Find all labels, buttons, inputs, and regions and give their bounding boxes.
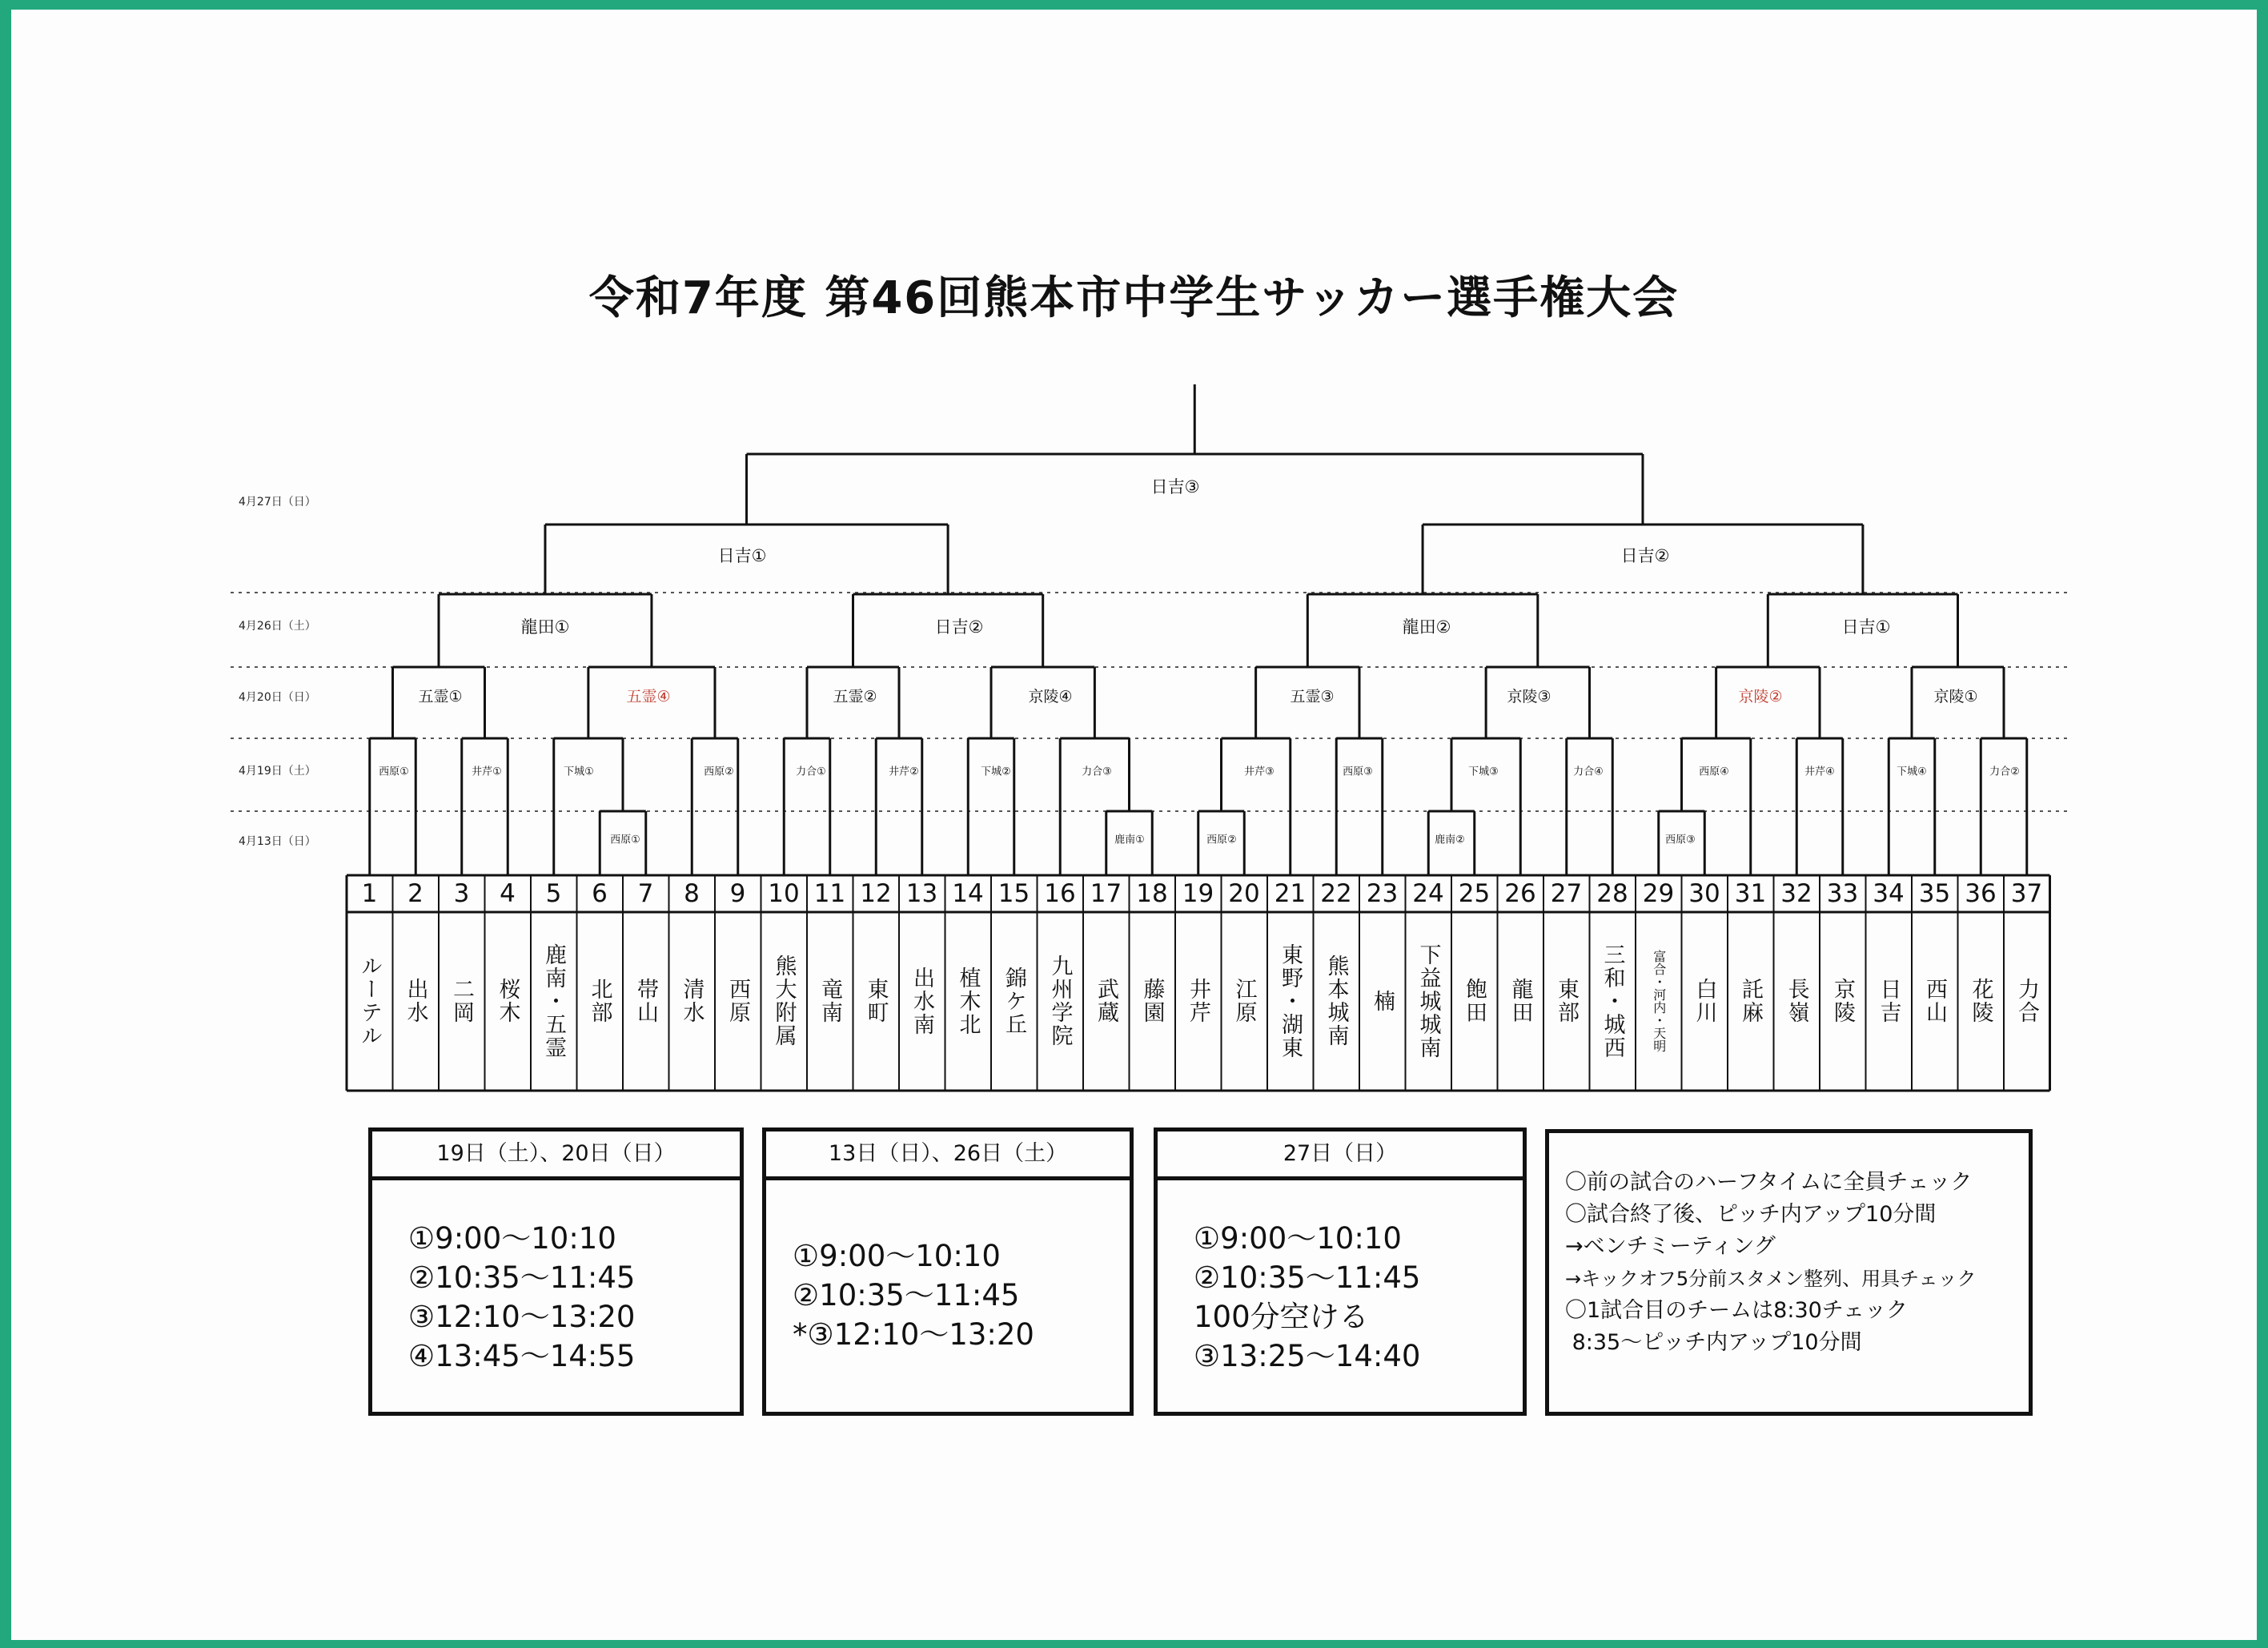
team-number: 4: [500, 879, 516, 908]
date-label-round-19: 4月19日（土）: [239, 765, 316, 778]
team-number: 29: [1642, 879, 1675, 908]
team-name: 力合: [2014, 978, 2040, 1024]
team-number: 21: [1274, 879, 1307, 908]
schedule-header: [368, 1127, 744, 1180]
team-number: 22: [1320, 879, 1352, 908]
team-name: 日吉: [1876, 978, 1901, 1024]
team-number: 25: [1458, 879, 1491, 908]
match-label-round-19: 下城①: [564, 766, 594, 778]
team-name: 竜南: [817, 978, 843, 1024]
team-number: 36: [1965, 879, 1997, 908]
team-name: 錦ケ丘: [1002, 966, 1027, 1036]
match-label-round-13: 鹿南②: [1435, 834, 1465, 846]
team-number: 28: [1596, 879, 1628, 908]
match-label-quarterfinal: 龍田②: [1402, 617, 1451, 637]
match-label-round-13: 西原③: [1665, 834, 1696, 846]
match-label-round-19: 力合②: [1989, 766, 2020, 778]
team-number: 13: [905, 879, 938, 908]
team-number: 8: [684, 879, 700, 908]
match-label-quarterfinal: 日吉②: [934, 617, 984, 637]
notes-box: [1545, 1129, 2033, 1416]
team-number: 26: [1504, 879, 1536, 908]
note-line: →ベンチミーティング: [1565, 1234, 1776, 1259]
team-number: 33: [1826, 879, 1859, 908]
match-label-quarterfinal: 日吉①: [1841, 617, 1891, 637]
note-line: 〇試合終了後、ピッチ内アップ10分間: [1565, 1202, 1937, 1227]
team-name: 花陵: [1968, 978, 1993, 1024]
schedule-line: ②10:35〜11:45: [408, 1260, 636, 1295]
schedule-line: ③12:10〜13:20: [408, 1300, 636, 1334]
page-title: 令和7年度 第46回熊本市中学生サッカー選手権大会: [588, 272, 1680, 324]
match-label-round-19: 井芹②: [889, 766, 919, 778]
team-number: 30: [1688, 879, 1720, 908]
match-label-round-19: 力合①: [796, 766, 826, 778]
match-label-round-20: 五霊②: [833, 688, 877, 705]
match-label-round-19: 西原①: [379, 766, 409, 778]
team-name: 帯山: [633, 978, 659, 1024]
schedule-box: [368, 1176, 744, 1416]
match-label-semifinal: 日吉②: [1620, 546, 1670, 565]
team-name: 長嶺: [1784, 978, 1809, 1024]
team-number: 11: [813, 879, 846, 908]
team-number: 16: [1044, 879, 1076, 908]
schedule-line: ②10:35〜11:45: [1194, 1260, 1421, 1295]
match-label-round-19: 井芹④: [1804, 766, 1835, 778]
match-label-quarterfinal: 龍田①: [520, 617, 570, 637]
match-label-round-19: 下城④: [1897, 766, 1927, 778]
match-label-round-19: 井芹①: [472, 766, 502, 778]
team-name: 熊大附属: [771, 955, 797, 1047]
team-name: 桜木: [495, 978, 520, 1024]
team-number: 6: [592, 879, 608, 908]
team-name: 白川: [1692, 978, 1717, 1024]
team-name: 植木北: [955, 966, 981, 1036]
team-name: 西山: [1922, 978, 1948, 1024]
schedule-line: ③13:25〜14:40: [1194, 1339, 1421, 1373]
schedule-line: ①9:00〜10:10: [408, 1221, 616, 1256]
date-label-round-20: 4月20日（日）: [239, 691, 316, 704]
match-label-round-19: 井芹③: [1244, 766, 1274, 778]
team-name: 清水: [679, 978, 704, 1024]
team-name: 三和・城西: [1600, 943, 1625, 1059]
match-label-round-20: 五霊①: [418, 688, 463, 705]
team-number: 3: [453, 879, 470, 908]
team-number: 20: [1228, 879, 1260, 908]
team-name: 武蔵: [1094, 978, 1119, 1024]
team-name: 下益城城南: [1415, 943, 1441, 1059]
team-number: 10: [768, 879, 800, 908]
team-number: 1: [361, 879, 378, 908]
schedule-header: [1154, 1127, 1527, 1180]
schedule-header: [762, 1127, 1134, 1180]
team-number: 14: [952, 879, 984, 908]
schedule-line: ④13:45〜14:55: [408, 1339, 636, 1373]
schedule-line: ①9:00〜10:10: [1194, 1221, 1402, 1256]
team-name: 藤園: [1139, 978, 1165, 1024]
match-label-round-20: 京陵①: [1933, 688, 1978, 705]
team-name: 西原: [725, 978, 751, 1024]
team-name: 京陵: [1830, 978, 1856, 1024]
schedule-header-text: 13日（日）、26日（土）: [828, 1141, 1068, 1166]
note-line: 8:35〜ピッチ内アップ10分間: [1565, 1330, 1862, 1355]
team-number: 24: [1412, 879, 1444, 908]
team-number: 35: [1918, 879, 1951, 908]
team-number: 19: [1182, 879, 1214, 908]
team-name: 東町: [863, 978, 889, 1024]
match-label-round-19: 力合④: [1573, 766, 1604, 778]
match-label-round-19: 西原②: [704, 766, 734, 778]
match-label-round-19: 力合③: [1082, 766, 1112, 778]
date-label-round-13: 4月13日（日）: [239, 835, 316, 848]
date-label-final: 4月27日（日）: [239, 496, 316, 508]
team-number: 7: [637, 879, 654, 908]
team-number: 37: [2010, 879, 2043, 908]
team-name: ルーテル: [357, 955, 383, 1047]
team-number: 17: [1090, 879, 1122, 908]
team-number: 15: [998, 879, 1030, 908]
match-label-round-13: 西原②: [1206, 834, 1237, 846]
team-number: 27: [1550, 879, 1583, 908]
team-name: 二岡: [449, 978, 475, 1024]
match-label-round-19: 下城③: [1468, 766, 1499, 778]
team-name: 楠: [1370, 989, 1395, 1013]
team-name: 九州学院: [1047, 955, 1073, 1047]
team-number: 12: [860, 879, 892, 908]
team-name: 熊本城南: [1323, 955, 1349, 1047]
team-name: 東野・湖東: [1278, 943, 1303, 1059]
schedule-header-text: 27日（日）: [1283, 1141, 1398, 1166]
schedule-line: 100分空ける: [1194, 1300, 1369, 1334]
team-name: 託麻: [1738, 978, 1764, 1024]
team-name: 出水南: [909, 966, 935, 1036]
match-label-round-19: 西原③: [1343, 766, 1373, 778]
team-name: 江原: [1231, 978, 1257, 1024]
team-number: 31: [1734, 879, 1767, 908]
match-label-round-13: 鹿南①: [1114, 834, 1145, 846]
note-line: 〇前の試合のハーフタイムに全員チェック: [1565, 1170, 1973, 1195]
schedule-line: *③12:10〜13:20: [793, 1317, 1034, 1352]
schedule-box: [1154, 1176, 1527, 1416]
team-number: 9: [729, 879, 746, 908]
team-name: 井芹: [1186, 978, 1211, 1024]
team-name: 出水: [403, 978, 428, 1024]
schedule-line: ②10:35〜11:45: [793, 1278, 1020, 1312]
match-label-round-20: 京陵④: [1028, 688, 1073, 705]
match-label-round-19: 下城②: [981, 766, 1011, 778]
team-number: 5: [545, 879, 562, 908]
note-line: →キックオフ5分前スタメン整列、用具チェック: [1565, 1268, 1977, 1290]
match-label-round-20: 五霊③: [1290, 688, 1335, 705]
match-label-round-13: 西原①: [610, 834, 640, 846]
team-number: 18: [1136, 879, 1168, 908]
note-line: 〇1試合目のチームは8:30チェック: [1565, 1298, 1908, 1323]
schedule-header-text: 19日（土）、20日（日）: [436, 1141, 676, 1166]
match-label-round-20: 京陵②: [1738, 688, 1783, 705]
team-name: 富合・河内・天明: [1651, 950, 1667, 1052]
match-label-final: 日吉③: [1150, 477, 1200, 496]
date-label-quarterfinal: 4月26日（土）: [239, 620, 316, 633]
schedule-line: ①9:00〜10:10: [793, 1239, 1001, 1273]
match-label-round-20: 京陵③: [1507, 688, 1551, 705]
team-number: 23: [1366, 879, 1399, 908]
team-name: 東部: [1554, 978, 1580, 1024]
team-number: 32: [1780, 879, 1812, 908]
match-label-semifinal: 日吉①: [717, 546, 767, 565]
team-name: 飽田: [1462, 978, 1487, 1024]
team-name: 龍田: [1507, 978, 1533, 1024]
team-number: 34: [1873, 879, 1905, 908]
team-number: 2: [407, 879, 423, 908]
match-label-round-19: 西原④: [1699, 766, 1729, 778]
team-name: 鹿南・五霊: [541, 943, 567, 1059]
match-label-round-20: 五霊④: [626, 688, 671, 705]
team-name: 北部: [587, 978, 612, 1024]
schedule-box: [762, 1176, 1134, 1416]
